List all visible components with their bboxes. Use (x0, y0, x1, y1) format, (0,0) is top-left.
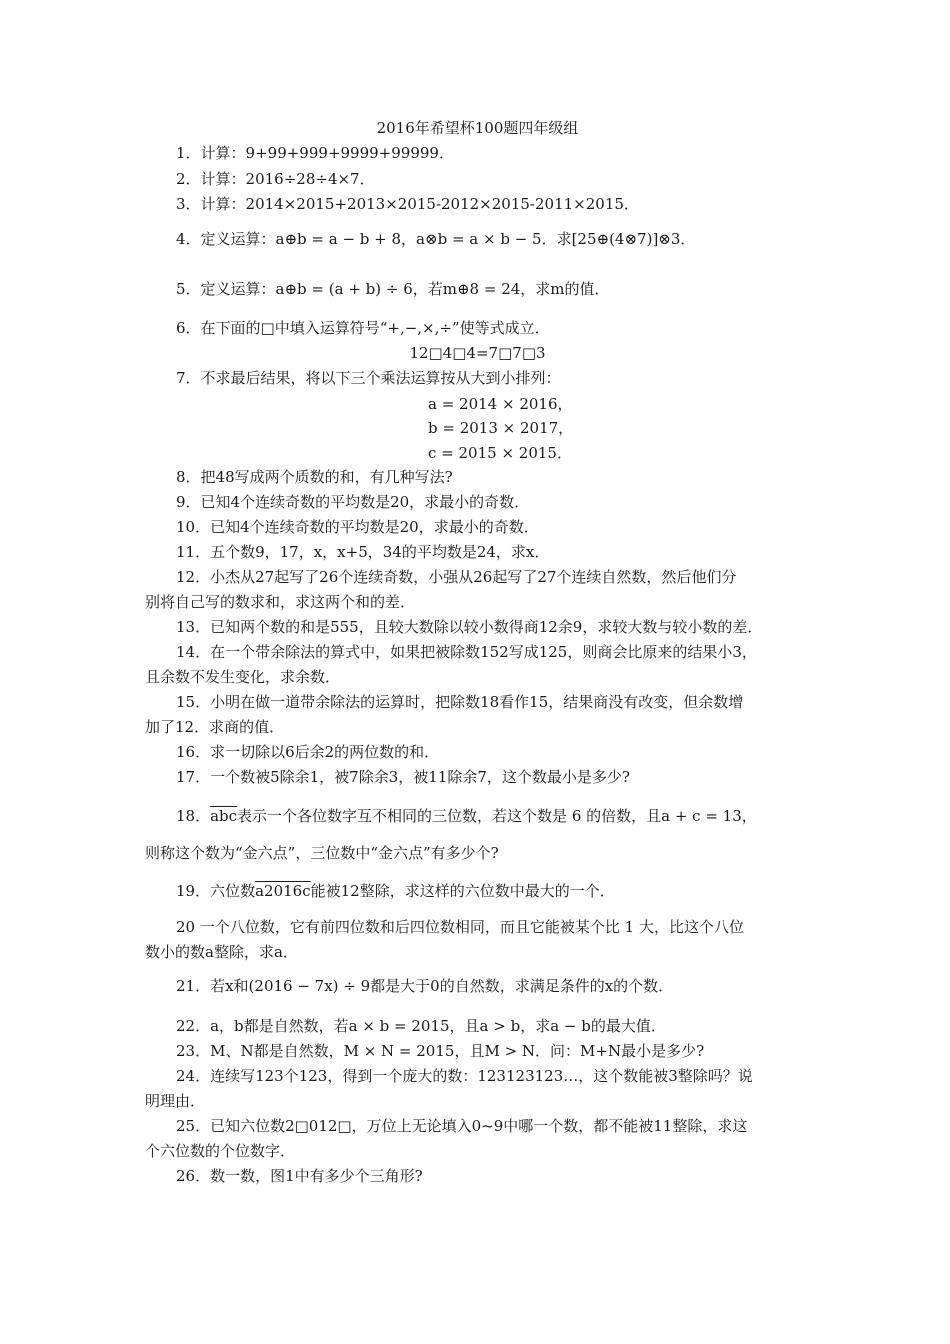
problem-19-number: 19．六位数 (176, 882, 256, 900)
problem-20-line1: 20 一个八位数，它有前四位数和后四位数相同，而且它能被某个比 1 大，比这个八位 (176, 918, 744, 936)
problem-7-c: c = 2015 × 2015． (428, 444, 572, 462)
problem-16: 16．求一切除以6后余2的两位数的和． (176, 743, 440, 761)
problem-13: 13．已知两个数的和是555，且较大数除以较小数得商12余9，求较大数与较小数的差． (176, 618, 763, 636)
problem-5: 5．定义运算：a⊕b = (a + b) ÷ 6，若m⊕8 = 24，求m的值． (176, 280, 610, 298)
problem-7: 7．不求最后结果，将以下三个乘法运算按从大到小排列： (176, 369, 561, 387)
problem-8: 8．把48写成两个质数的和，有几种写法? (176, 468, 453, 486)
problem-18-number: 18． (176, 807, 211, 825)
problem-18-line1 (176, 806, 810, 826)
problem-12-line1: 12．小杰从27起写了26个连续奇数，小强从26起写了27个连续自然数，然后他们分 (176, 568, 737, 586)
problem-24-line1: 24．连续写123个123，得到一个庞大的数：123123123…，这个数能被3整除吗？说 (176, 1067, 753, 1085)
problem-3: 3．计算：2014×2015+2013×2015-2012×2015-2011×2015． (176, 195, 639, 213)
problem-14-line1: 14．在一个带余除法的算式中，如果把被除数152写成125，则商会比原来的结果小3， (176, 643, 757, 661)
problem-4: 4．定义运算：a⊕b = a − b + 8，a⊗b = a × b − 5．求[25⊕(4⊗7)]⊗3． (176, 230, 696, 248)
problem-19 (176, 881, 810, 901)
problem-7-a: a = 2014 × 2016， (428, 395, 573, 413)
problem-23: 23．M、N都是自然数，M × N = 2015，且M > N．问：M+N最小是多少? (176, 1042, 705, 1060)
problem-9: 9．已知4个连续奇数的平均数是20，求最小的奇数． (176, 493, 530, 511)
problem-6: 6．在下面的□中填入运算符号“+,−,×,÷”使等式成立． (176, 319, 550, 337)
problem-10: 10．已知4个连续奇数的平均数是20，求最小的奇数． (176, 518, 539, 536)
problem-12-line2: 别将自己写的数求和，求这两个和的差． (145, 593, 416, 611)
overline-abc: $\overline{abc}$ (210, 807, 238, 825)
problem-2: 2．计算：2016÷28÷4×7． (176, 170, 375, 188)
problem-15-line2: 加了12．求商的值． (145, 718, 285, 736)
page-title: 2016年希望杯100题四年级组 (376, 119, 579, 137)
overline-a2016c: a2016c (255, 882, 311, 900)
problem-22: 22．a，b都是自然数，若a × b = 2015，且a > b，求a − b的最大值． (176, 1017, 666, 1035)
problem-20-line2: 数小的数a整除，求a． (145, 943, 298, 961)
problem-1: 1．计算：9+99+999+9999+99999． (176, 144, 454, 162)
problem-18-text: 表示一个各位数字互不相同的三位数，若这个数是 6 的倍数，且a + c = 13， (237, 807, 757, 825)
problem-7-b: b = 2013 × 2017， (428, 419, 574, 437)
problem-14-line2: 且余数不发生变化，求余数． (145, 668, 341, 686)
problem-11: 11．五个数9，17，x，x+5，34的平均数是24，求x． (176, 543, 550, 561)
problem-26: 26．数一数，图1中有多少个三角形? (176, 1167, 423, 1185)
problem-17: 17．一个数被5除余1，被7除余3，被11除余7，这个数最小是多少? (176, 768, 630, 786)
problem-19-text: 能被12整除，求这样的六位数中最大的一个． (310, 882, 615, 900)
problem-25-line1: 25．已知六位数2□012□，万位上无论填入0~9中哪一个数，都不能被11整除，求这 (176, 1117, 748, 1135)
problem-21: 21．若x和(2016 − 7x) ÷ 9都是大于0的自然数，求满足条件的x的个数． (176, 977, 674, 995)
problem-18-line2: 则称这个数为“金六点”，三位数中“金六点”有多少个? (145, 844, 499, 862)
problem-15-line1: 15．小明在做一道带余除法的运算时，把除数18看作15，结果商没有改变，但余数增 (176, 693, 744, 711)
problem-25-line2: 个六位数的个位数字． (145, 1142, 296, 1160)
problem-6-equation: 12□4□4=7□7□3 (409, 344, 546, 362)
problem-24-line2: 明理由． (145, 1092, 206, 1110)
